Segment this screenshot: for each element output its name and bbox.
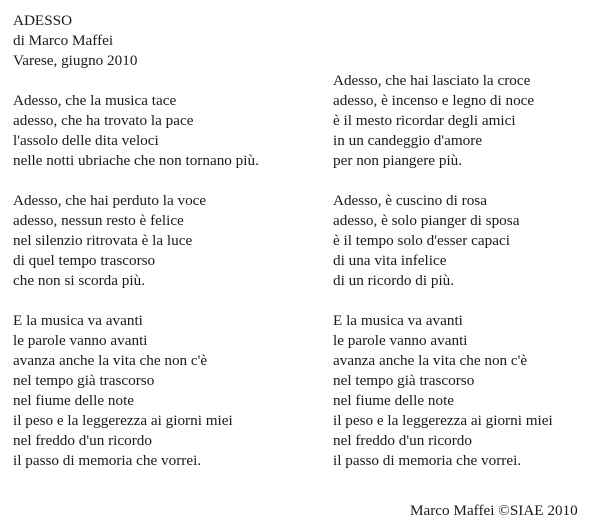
verse-line: adesso, è incenso e legno di noce [333, 92, 535, 109]
verse-line: di una vita infelice [333, 252, 447, 269]
left-stanza-1 [13, 91, 259, 171]
verse-line: nel fiume delle note [13, 392, 135, 409]
verse-line: il passo di memoria che vorrei. [333, 452, 522, 469]
verse-line: l'assolo delle dita veloci [13, 132, 159, 149]
verse-line: le parole vanno avanti [13, 332, 148, 349]
right-column [333, 71, 553, 471]
verse-line: nel silenzio ritrovata è la luce [13, 232, 193, 249]
verse-line: nel tempo già trascorso [333, 372, 475, 389]
verse-line: nel fiume delle note [333, 392, 455, 409]
right-stanza-2 [333, 191, 553, 291]
stanza-gap [13, 171, 259, 191]
verse-line: per non piangere più. [333, 152, 463, 169]
verse-line: il peso e la leggerezza ai giorni miei [333, 412, 553, 429]
verse-line: il passo di memoria che vorrei. [13, 452, 202, 469]
verse-line: Adesso, che hai lasciato la croce [333, 72, 531, 89]
verse-line: E la musica va avanti [333, 312, 463, 329]
verse-line: Adesso, è cuscino di rosa [333, 192, 487, 209]
verse-line: Adesso, che hai perduto la voce [13, 192, 207, 209]
left-stanza-3 [13, 311, 259, 471]
right-stanza-1 [333, 71, 553, 171]
verse-line: nel freddo d'un ricordo [13, 432, 152, 449]
verse-line: che non si scorda più. [13, 272, 146, 289]
verse-line: nelle notti ubriache che non tornano più. [13, 152, 259, 169]
copyright-notice: Marco Maffei ©SIAE 2010 [410, 502, 578, 519]
verse-line: il peso e la leggerezza ai giorni miei [13, 412, 233, 429]
verse-line: è il tempo solo d'esser capaci [333, 232, 510, 249]
verse-line: adesso, nessun resto è felice [13, 212, 184, 229]
poem-author: di Marco Maffei [13, 32, 114, 49]
verse-line: Adesso, che la musica tace [13, 92, 177, 109]
verse-line: è il mesto ricordar degli amici [333, 112, 516, 129]
poem-title: ADESSO [13, 12, 73, 29]
verse-line: nel tempo già trascorso [13, 372, 155, 389]
verse-line: le parole vanno avanti [333, 332, 468, 349]
verse-line: nel freddo d'un ricordo [333, 432, 472, 449]
verse-line: adesso, è solo pianger di sposa [333, 212, 520, 229]
verse-line: avanza anche la vita che non c'è [13, 352, 208, 369]
verse-line: E la musica va avanti [13, 312, 143, 329]
stanza-gap [13, 71, 259, 91]
left-stanza-2 [13, 191, 259, 291]
verse-line: di un ricordo di più. [333, 272, 455, 289]
verse-line: di quel tempo trascorso [13, 252, 156, 269]
stanza-gap [13, 291, 259, 311]
right-stanza-3 [333, 311, 553, 471]
verse-line: avanza anche la vita che non c'è [333, 352, 528, 369]
verse-line: in un candeggio d'amore [333, 132, 483, 149]
stanza-gap [333, 291, 553, 311]
stanza-gap [333, 171, 553, 191]
verse-line: adesso, che ha trovato la pace [13, 112, 194, 129]
left-column [13, 11, 259, 471]
poem-place-date: Varese, giugno 2010 [13, 52, 138, 69]
